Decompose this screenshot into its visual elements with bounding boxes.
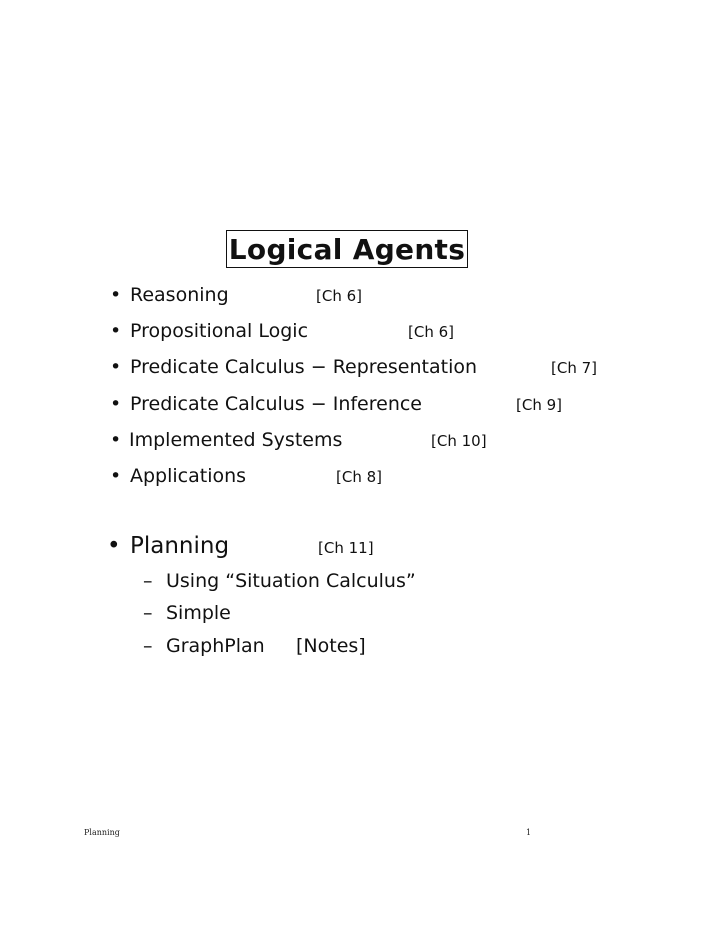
item-label: Reasoning — [130, 284, 229, 306]
notes-ref: [Notes] — [296, 635, 366, 657]
subitem-label: Simple — [166, 602, 231, 624]
chapter-ref: [Ch 8] — [336, 468, 382, 486]
page-number: 1 — [526, 828, 532, 837]
subitem-label: Using “Situation Calculus” — [166, 570, 416, 592]
item-label: Implemented Systems — [129, 429, 343, 451]
bullet-icon: • — [107, 533, 121, 559]
item-label: Predicate Calculus − Representation — [130, 356, 478, 378]
chapter-ref: [Ch 11] — [318, 539, 374, 557]
bullet-icon: • — [110, 429, 122, 451]
bullet-icon: • — [110, 320, 122, 342]
chapter-ref: [Ch 6] — [316, 287, 362, 305]
dash-icon: – — [143, 602, 153, 624]
item-label: Propositional Logic — [130, 320, 309, 342]
bullet-icon: • — [110, 356, 122, 378]
chapter-ref: [Ch 9] — [516, 396, 562, 414]
item-label: Planning — [130, 533, 230, 559]
bullet-icon: • — [110, 393, 122, 415]
dash-icon: – — [143, 635, 153, 657]
chapter-ref: [Ch 10] — [431, 432, 487, 450]
subitem-label: GraphPlan — [166, 635, 265, 657]
bullet-icon: • — [110, 284, 122, 306]
footer-left-label: Planning — [84, 828, 120, 837]
item-label: Predicate Calculus − Inference — [130, 393, 422, 415]
bullet-icon: • — [110, 465, 122, 487]
chapter-ref: [Ch 7] — [551, 359, 597, 377]
item-label: Applications — [130, 465, 247, 487]
dash-icon: – — [143, 570, 153, 592]
slide-title: Logical Agents — [226, 230, 468, 268]
chapter-ref: [Ch 6] — [408, 323, 454, 341]
